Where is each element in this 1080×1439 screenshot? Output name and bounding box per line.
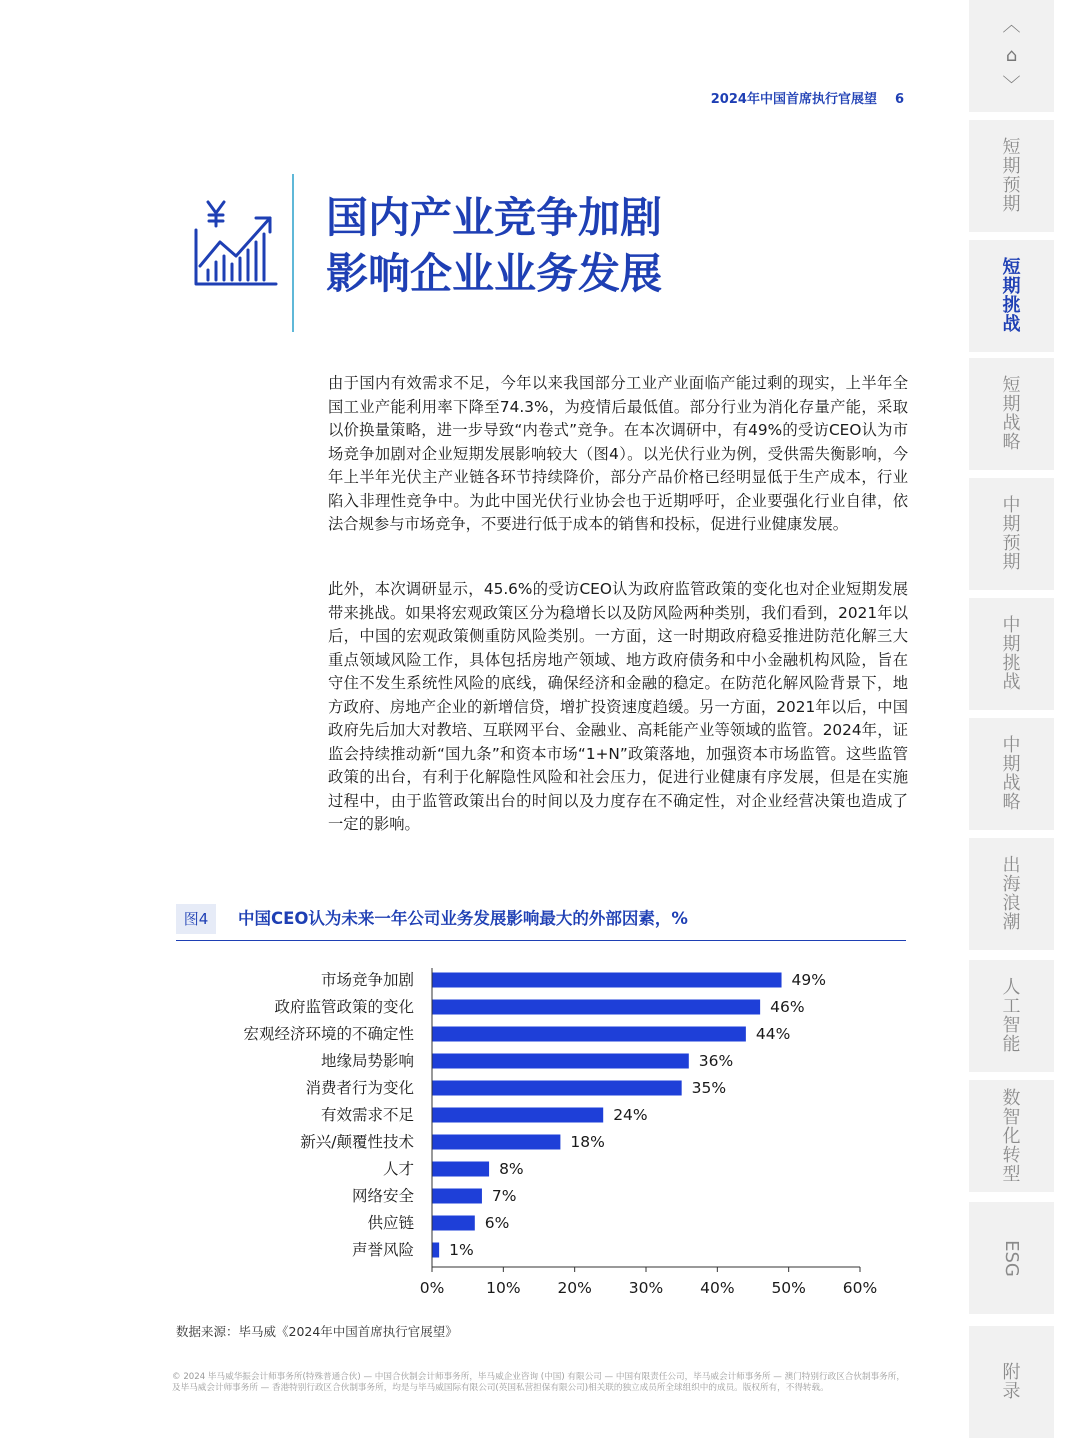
bar xyxy=(432,1135,560,1150)
bar-value-label: 6% xyxy=(484,1214,510,1232)
chevron-up-icon[interactable]: ︿ xyxy=(1002,15,1021,36)
bar-category-label: 消费者行为变化 xyxy=(305,1079,414,1097)
sidebar-tab-label: 数智化转型 xyxy=(1002,1087,1021,1185)
bar xyxy=(432,1000,760,1015)
bar-category-label: 供应链 xyxy=(367,1214,414,1232)
bar xyxy=(432,1054,689,1069)
sidebar-tab-11[interactable] xyxy=(969,1326,1054,1438)
bar-value-label: 35% xyxy=(691,1079,727,1097)
bar-value-label: 46% xyxy=(770,998,805,1016)
sidebar-tab-1[interactable] xyxy=(969,120,1054,232)
bar xyxy=(432,1243,439,1258)
sidebar-tab-3[interactable] xyxy=(969,358,1054,470)
bar-value-label: 1% xyxy=(449,1241,474,1259)
copyright-footer: © 2024 毕马威华振会计师事务所(特殊普通合伙) — 中国合伙制会计师事务所，毕马威企业咨询 (中国) 有限公司 — 中国有限责任公司，毕马威会计师事务所 — 澳门特别行政区合伙制事务所，及毕马威会计师事务所 — 香港特别行政区合伙制事务所，均是与毕马威国际有限公司(英国私营担保有限公司)相关联的独立成员所全球组织中的成员。版权所有，不得转载。 xyxy=(172,1372,905,1393)
sidebar-tab-label: ESG xyxy=(1001,1239,1022,1277)
x-tick-label: 50% xyxy=(771,1279,806,1297)
bar xyxy=(432,1162,489,1177)
sidebar-tab-label: 短期挑战 xyxy=(1002,257,1021,335)
page-number: 6 xyxy=(894,92,904,107)
body-paragraph-2: 此外，本次调研显示，45.6%的受访CEO认为政府监管政策的变化也对企业短期发展带来挑战。如果将宏观政策区分为稳增长以及防风险两种类别，我们看到，2021年以后，中国的宏观政策侧重防风险类别。一方面，这一时期政府稳妥推进防范化解三大重点领域风险工作，具体包括房地产领域、地方政府债务和中小金融机构风险，旨在守住不发生系统性风险的底线，确保经济和金融的稳定。在防范化解风险背景下，地方政府、房地产企业的新增信贷，增扩投资速度趋缓。另一方面，2021年以后，中国政府先后加大对教培、互联网平台、金融业、高耗能产业等领域的监管。2024年，证监会持续推动新“国九条”和资本市场“1+N”政策落地，加强资本市场监管。这些监管政策的出台，有利于化解隐性风险和社会压力，促进行业健康有序发展，但是在实施过程中，由于监管政策出台的时间以及力度存在不确定性，对企业经营决策也造成了一定的影响。 xyxy=(328,580,908,833)
bar-value-label: 7% xyxy=(491,1187,517,1205)
x-tick-label: 40% xyxy=(700,1279,735,1297)
sidebar-tab-6[interactable] xyxy=(969,718,1054,830)
sidebar-tab-10[interactable] xyxy=(969,1202,1054,1314)
bar xyxy=(432,973,782,988)
sidebar-tab-5[interactable] xyxy=(969,598,1054,710)
bar-value-label: 24% xyxy=(613,1106,648,1124)
bar-value-label: 49% xyxy=(791,971,826,989)
chevron-down-icon[interactable]: ﹀ xyxy=(1002,75,1021,96)
sidebar-tab-8[interactable] xyxy=(969,960,1054,1072)
bar-value-label: 18% xyxy=(570,1133,605,1151)
bar-category-label: 人才 xyxy=(382,1160,414,1178)
sidebar-tab-label: 中期挑战 xyxy=(1002,615,1021,693)
data-source: 数据来源：毕马威《2024年中国首席执行官展望》 xyxy=(176,1324,458,1339)
report-title: 2024年中国首席执行官展望 xyxy=(710,92,877,107)
title-accent-line xyxy=(292,174,294,332)
bar-category-label: 有效需求不足 xyxy=(320,1106,414,1124)
bar-value-label: 8% xyxy=(499,1160,524,1178)
sidebar-tab-label: 中期战略 xyxy=(1002,735,1021,813)
sidebar-tab-2[interactable] xyxy=(969,240,1054,352)
sidebar-tab-4[interactable] xyxy=(969,478,1054,590)
bar-category-label: 新兴/颠覆性技术 xyxy=(300,1133,414,1151)
bar-category-label: 网络安全 xyxy=(351,1187,414,1205)
figure-tag: 图4 xyxy=(176,904,216,934)
bar-category-label: 政府监管政策的变化 xyxy=(274,998,414,1016)
x-tick-label: 20% xyxy=(557,1279,592,1297)
bar-chart xyxy=(170,960,910,1310)
bar xyxy=(432,1081,682,1096)
figure-header xyxy=(176,900,906,941)
nav-controls xyxy=(969,0,1054,112)
bar xyxy=(432,1108,603,1123)
bar-value-label: 44% xyxy=(755,1025,791,1043)
bar-value-label: 36% xyxy=(698,1052,734,1070)
x-tick-label: 10% xyxy=(486,1279,521,1297)
x-tick-label: 60% xyxy=(842,1279,878,1297)
bar-category-label: 宏观经济环境的不确定性 xyxy=(243,1025,414,1043)
figure-title: 中国CEO认为未来一年公司业务发展影响最大的外部因素，% xyxy=(238,909,688,928)
bar-category-label: 市场竞争加剧 xyxy=(320,971,414,989)
sidebar-tab-label: 中期预期 xyxy=(1002,495,1021,573)
bar-category-label: 声誉风险 xyxy=(351,1241,414,1259)
sidebar-tab-label: 人工智能 xyxy=(1002,977,1021,1055)
body-paragraph-1: 由于国内有效需求不足，今年以来我国部分工业产业面临产能过剩的现实，上半年全国工业产能利用率下降至74.3%，为疫情后最低值。部分行业为消化存量产能，采取以价换量策略，进一步导致“内卷式”竞争。在本次调研中，有49%的受访CEO认为市场竞争加剧对企业短期发展影响较大（图4）。以光伏行业为例，受供需失衡影响，今年上半年光伏主产业链各环节持续降价，部分产品价格已经明显低于生产成本，行业陷入非理性竞争中。为此中国光伏行业协会也于近期呼吁，企业要强化行业自律，依法合规参与市场竞争，不要进行低于成本的销售和投标，促进行业健康发展。 xyxy=(328,374,908,533)
bar xyxy=(432,1189,482,1204)
sidebar-tab-9[interactable] xyxy=(969,1080,1054,1192)
sidebar-tab-7[interactable] xyxy=(969,838,1054,950)
bar xyxy=(432,1027,746,1042)
sidebar-tab-label: 短期战略 xyxy=(1002,375,1021,453)
sidebar-tab-label: 短期预期 xyxy=(1002,137,1021,215)
sidebar-tab-label: 附录 xyxy=(1002,1362,1021,1402)
page-header xyxy=(711,88,904,107)
yen-growth-chart-icon xyxy=(192,196,278,288)
bar xyxy=(432,1216,475,1231)
bar-category-label: 地缘局势影响 xyxy=(320,1052,414,1070)
section-title: 国内产业竞争加剧 影响企业业务发展 xyxy=(326,193,663,298)
x-tick-label: 30% xyxy=(628,1279,664,1297)
sidebar-tab-label: 出海浪潮 xyxy=(1002,855,1021,933)
home-icon[interactable]: ⌂ xyxy=(1005,45,1018,66)
x-tick-label: 0% xyxy=(419,1279,445,1297)
